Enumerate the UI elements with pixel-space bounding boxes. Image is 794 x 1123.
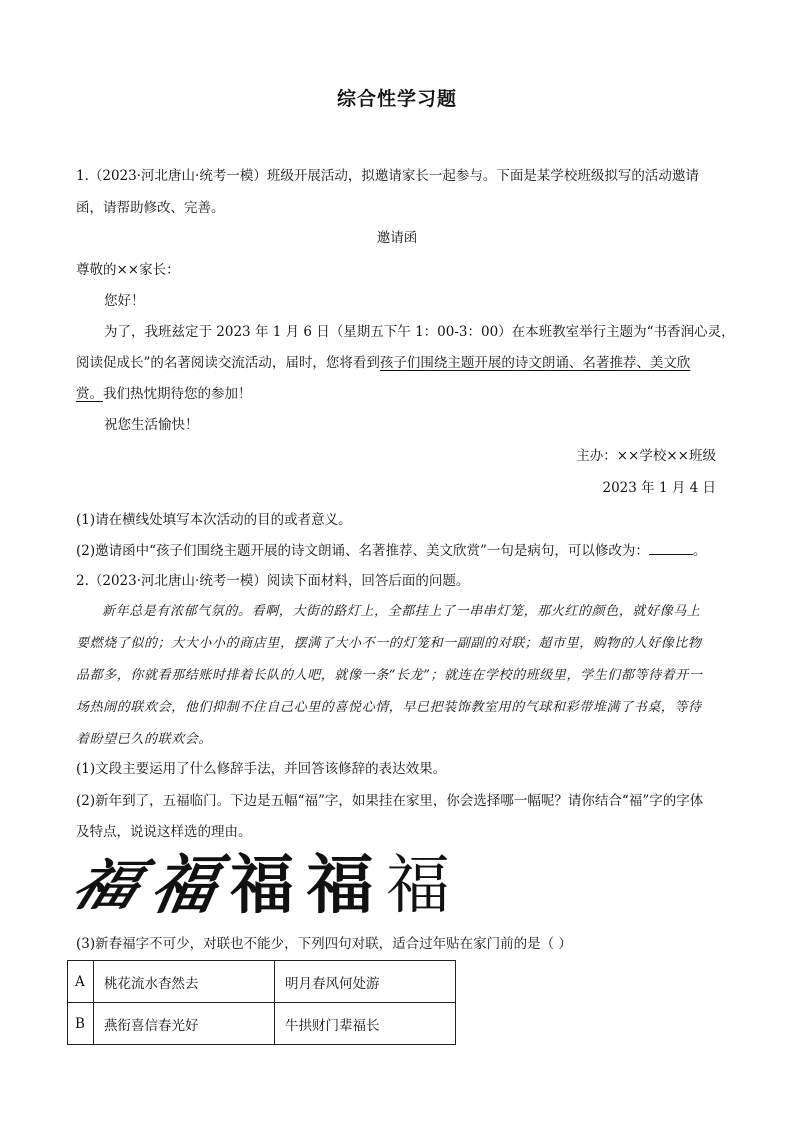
q1-stem-line2: 函，请帮助修改、完善。 <box>76 200 225 216</box>
passage-line: 着盼望已久的联欢会。 <box>76 732 213 747</box>
fu-clerical-4: 福 <box>306 848 374 923</box>
option-left-line: 桃花流水杳然去 <box>94 961 275 1003</box>
option-left-line: 燕衔喜信春光好 <box>94 1003 275 1045</box>
letter-body-line2-underlined: 孩子们围绕主题开展的诗文朗诵、名著推荐、美文欣 <box>379 355 691 371</box>
letter-heading: 邀请函 <box>376 230 418 246</box>
letter-body-line3-plain: 我们热忱期待您的参加！ <box>103 386 252 402</box>
fu-cursive-2: 福 <box>145 848 223 923</box>
option-right-line: 牛拱财门辈福长 <box>275 1003 456 1045</box>
q1-sub2 <box>76 542 706 560</box>
q2-sub2-line2: 及特点，说说这样选的理由。 <box>76 824 252 840</box>
fu-cursive-1: 福 <box>63 853 149 918</box>
q2-sub1: (1)文段主要运用了什么修辞手法，并回答该修辞的表达效果。 <box>76 761 447 777</box>
passage-line: 场热闹的联欢会，他们抑制不住自己心里的喜悦心情，早已把装饰教室用的气球和彩带堆满了书桌，等待 <box>76 700 702 715</box>
passage-line: 要燃烧了似的；大大小小的商店里，摆满了大小不一的灯笼和一副副的对联；超市里，购物的人好像比物 <box>76 636 702 651</box>
fu-song-5: 福 <box>386 849 450 923</box>
letter-body-line2-plain: 阅读促成长”的名著阅读交流活动，届时，您将看到 <box>76 355 380 371</box>
fu-regular-3: 福 <box>230 849 294 923</box>
q2-sub3: (3)新春福字不可少，对联也不能少，下列四句对联，适合过年贴在家门前的是（ ） <box>76 936 572 952</box>
letter-host: 主办：××学校××班级 <box>576 448 716 464</box>
table-row[interactable] <box>68 961 456 1003</box>
letter-body-line3-underlined: 赏。 <box>76 386 103 402</box>
letter-salutation: 尊敬的××家长： <box>76 262 180 278</box>
letter-greeting: 您好！ <box>104 293 145 309</box>
answer-blank[interactable] <box>649 542 693 555</box>
passage-line: 品都多，你就看那结账时排着长队的人吧，就像一条“长龙”；就连在学校的班级里，学生们都等待着开一 <box>76 668 703 683</box>
reading-passage <box>76 596 726 756</box>
letter-date: 2023 年 1 月 4 日 <box>602 480 716 496</box>
letter-body-line1: 为了，我班兹定于 2023 年 1 月 6 日（星期五下午 1：00-3：00）在本班教室举行主题为“书香润心灵， <box>104 324 735 340</box>
fu-calligraphy-row <box>63 848 454 928</box>
option-right-line: 明月春风何处游 <box>275 961 456 1003</box>
table-row[interactable] <box>68 1003 456 1045</box>
page-title: 综合性学习题 <box>336 88 457 110</box>
q1-sub2-end: 。 <box>692 543 707 559</box>
q1-sub2-text: (2)邀请函中“孩子们围绕主题开展的诗文朗诵、名著推荐、美文欣赏”一句是病句，可以修改为： <box>76 543 649 559</box>
passage-line: 新年总是有浓郁气氛的。看啊，大街的路灯上，全都挂上了一串串灯笼，那火红的颜色，就好像马上 <box>102 604 701 619</box>
couplet-options-table <box>67 960 456 1045</box>
letter-body-line2 <box>76 354 690 372</box>
q1-sub1: (1)请在横线处填写本次活动的目的或者意义。 <box>76 512 352 528</box>
letter-body-line3 <box>76 385 252 403</box>
option-key: B <box>68 1003 94 1045</box>
q2-sub2-line1: (2)新年到了，五福临门。下边是五幅“福”字，如果挂在家里，你会选择哪一幅呢？请你结合“福”字的字体 <box>76 793 704 809</box>
q2-stem: 2.（2023·河北唐山·统考一模）阅读下面材料，回答后面的问题。 <box>76 573 470 589</box>
option-key: A <box>68 961 94 1003</box>
q1-stem-line1: 1.（2023·河北唐山·统考一模）班级开展活动，拟邀请家长一起参与。下面是某学校班级拟写的活动邀请 <box>76 168 699 184</box>
letter-wish: 祝您生活愉快！ <box>104 417 199 433</box>
